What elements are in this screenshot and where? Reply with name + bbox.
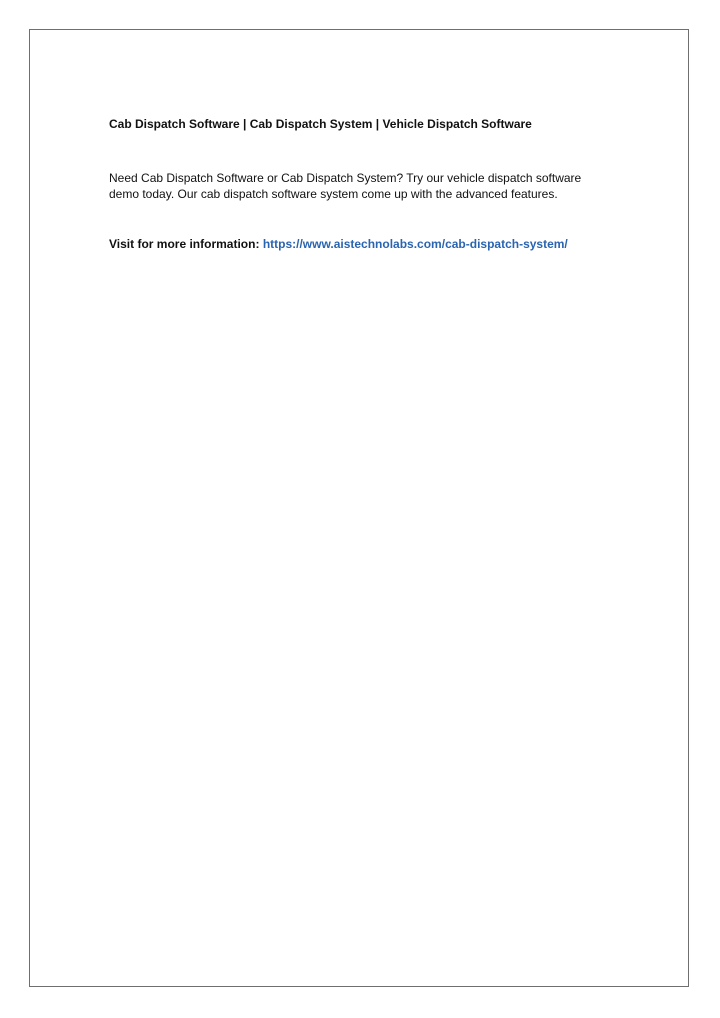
document-title: Cab Dispatch Software | Cab Dispatch System | Vehicle Dispatch Software (109, 117, 532, 131)
body-line-2: demo today. Our cab dispatch software system come up with the advanced features. (109, 187, 558, 201)
body-line-1: Need Cab Dispatch Software or Cab Dispatch System? Try our vehicle dispatch software (109, 171, 582, 185)
document-body (109, 170, 609, 202)
website-link[interactable]: https://www.aistechnolabs.com/cab-dispatch-system/ (262, 237, 568, 251)
visit-line (109, 236, 609, 252)
document-page (29, 29, 689, 987)
visit-label: Visit for more information: (109, 237, 260, 251)
document-content (109, 116, 609, 252)
